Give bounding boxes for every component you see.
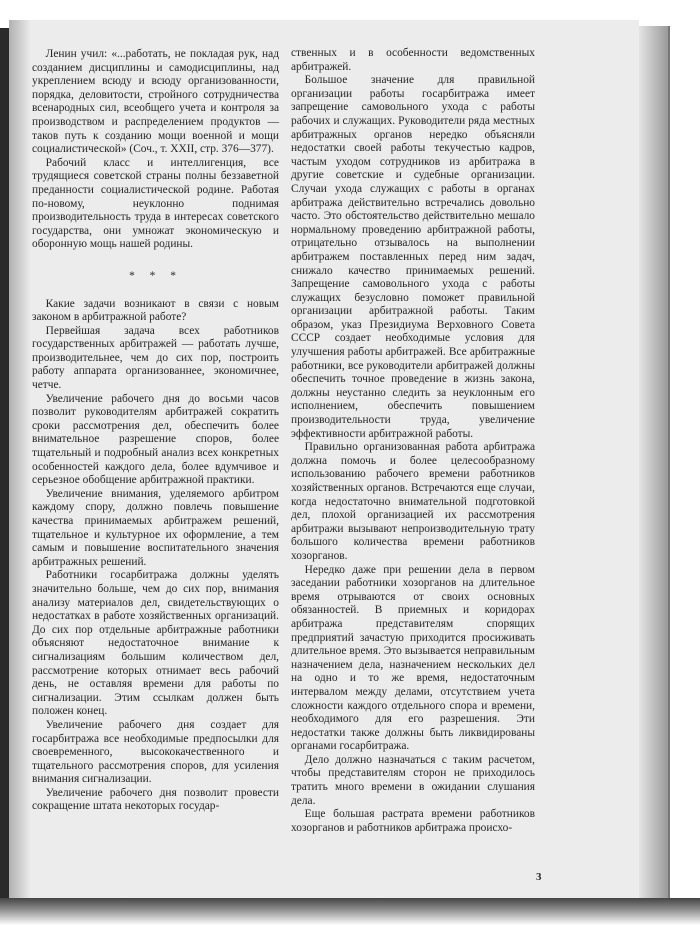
paragraph: Увеличение рабочего дня создает для госарбитража все необходимые предпосылки для своевременного, высококачественного и тщательного рассмотрения споров, для усиления внимания сигнализации.: [32, 718, 279, 786]
paragraph: Нередко даже при решении дела в первом заседании работники хозорганов на длительное время отрываются от своих основных обязанностей. В приемных и коридорах арбитража представителям спорящих предприятий зачастую приходится просиживать длительное время. Это вызывается неправильным назначением дела, назначением нескольких дел на одно и то же время, недостаточным интервалом между делами, отсутствием учета сложности каждого отдельного спора и времени, необходимого для его разрешения. Эти недостатки также должны быть ликвидированы органами госарбитража.: [291, 563, 535, 753]
paragraph: Увеличение рабочего дня до восьми часов позволит руководителям арбитражей сократить сроки рассмотрения дел, обеспечить более внимательное разрешение споров, более тщательный и подробный анализ всех конкретных особенностей каждого дела, более вдумчивое и серьезное обобщение арбитражной практики.: [32, 392, 279, 487]
paragraph: Увеличение внимания, уделяемого арбитром каждому спору, должно повлечь повышение качества принимаемых арбитражем решений, тщательное и культурное их оформление, а тем самым и повышение воспитательного значения арбитражных решений.: [32, 487, 279, 568]
section-divider: * * *: [129, 269, 182, 282]
paragraph: Первейшая задача всех работников государственных арбитражей — работать лучше, производительнее, чем до сих пор, построить работу аппарата организованнее, экономичнее, четче.: [32, 324, 279, 392]
paragraph: Еще большая растрата времени работников хозорганов и работников арбитража происхо-: [291, 808, 535, 834]
paragraph: ственных и в особенности ведомственных арбитражей.: [291, 47, 535, 73]
paragraph: Большое значение для правильной организации работы госарбитража имеет запрещение самовольного ухода с работы рабочих и служащих. Руководители ряда местных арбитражных органов нередко объясняли недостатки своей работы текучестью кадров, частым уходом сотрудников из арбитража в другие советские и судебные организации. Случаи ухода служащих с работы в органах арбитража действительно встречались довольно часто. Это обстоятельство действительно мешало нормальному проведению арбитражной работы, отрицательно отзывалось на выполнении арбитражем поставленных перед ним задач, снижало качество принимаемых решений. Запрещение самовольного ухода с работы служащих безусловно поможет правильной организации арбитражной работы. Таким образом, указ Президиума Верховного Совета СССР создает необходимые условия для улучшения работы арбитражей. Все арбитражные работники, все руководители арбитражей должны обеспечить точное проведение в жизнь закона, должны неустанно следить за неуклонным его исполнением, обеспечить повышением производительности труда, увеличение эффективности арбитражной работы.: [291, 74, 535, 440]
binding-shadow: [9, 20, 31, 898]
paragraph: Рабочий класс и интеллигенция, все трудящиеся советской страны полны беззаветной преданности социалистической родине. Работая по-новому, неуклонно поднимая производительность труда в интересах советского государства, они умножат экономическую и оборонную мощь нашей родины.: [32, 156, 279, 251]
paragraph: Какие задачи возникают в связи с новым законом в арбитражной работе?: [32, 297, 279, 324]
paragraph: Работники госарбитража должны уделять значительно больше, чем до сих пор, внимания анализу материалов дел, свидетельствующих о недостатках в работе хозяйственных организаций. До сих пор отдельные арбитражные работники объясняют недостаточное внимание к сигнализациям большим количеством дел, рассмотрение которых отнимает весь рабочий день, не оставляя времени для работы по сигнализации. Этим ссылкам должен быть положен конец.: [32, 569, 279, 718]
left-column: [32, 48, 279, 814]
book-page: [9, 20, 639, 898]
right-column: [291, 47, 535, 835]
page-number: 3: [536, 871, 542, 883]
paragraph: Правильно организованная работа арбитража должна помочь и более целесообразному использованию рабочего времени работников хозяйственных органов. Встречаются еще случаи, когда недостаточно внимательной подготовкой дел, плохой организацией их рассмотрения арбитражи вызывают непроизводительную трату большого количества времени работников хозорганов.: [291, 441, 535, 562]
adjacent-page-edge: [0, 28, 9, 898]
paragraph: Ленин учил: «...работать, не покладая рук, над созданием дисциплины и самодисциплины, над укреплением всюду и всюду организованности, порядка, деловитости, стройного сотрудничества всенародных сил, всеобщего учета и контроля за производством и распределением продуктов — таков путь к созданию мощи военной и мощи социалистической» (Соч., т. XXII, стр. 376—377).: [32, 48, 279, 156]
paragraph: Увеличение рабочего дня позволит провести сокращение штата некоторых государ-: [32, 786, 279, 813]
bottom-shadow: [0, 898, 700, 925]
paragraph: Дело должно назначаться с таким расчетом, чтобы представителям сторон не приходилось тратить много времени в ожидании слушания дела.: [291, 753, 535, 807]
